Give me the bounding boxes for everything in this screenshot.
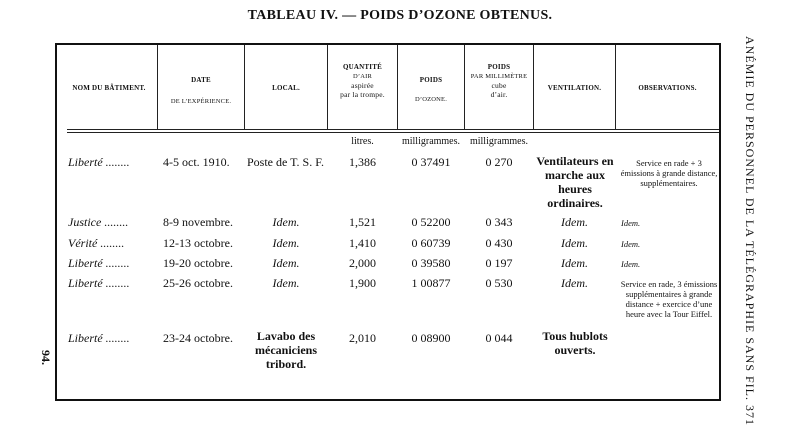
row2-ozone: 0 52200 <box>411 215 451 229</box>
header-poids-mm <box>465 63 533 99</box>
row3-mm: 0 430 <box>485 236 513 250</box>
header-poids-mm-1: POIDS <box>487 63 511 71</box>
row1-date: 4-5 oct. 1910. <box>163 155 230 169</box>
row6-mm: 0 044 <box>485 331 513 345</box>
row3-date: 12-13 octobre. <box>163 236 233 250</box>
row4-batiment: Liberté ........ <box>68 256 130 270</box>
header-poids-ozone-2: D’OZONE. <box>414 96 448 103</box>
row5-observations: Service en rade, 3 émissions supplémentaires à grande distance + exercice d’une heure avec la Tour Eiffel. <box>620 279 718 319</box>
unit-quantite: litres. <box>351 136 374 147</box>
row2-date: 8-9 novembre. <box>163 215 233 229</box>
header-date-label: DATE <box>191 76 211 84</box>
row4-ventilation: Idem. <box>561 256 588 270</box>
row5-quantite: 1,900 <box>349 276 376 290</box>
row1-observations: Service en rade + 3 émissions à grande distance, supplémentaires. <box>620 158 718 188</box>
header-ventilation: VENTILATION. <box>547 84 602 92</box>
row3-observations: Idem. <box>621 239 641 249</box>
table-title: TABLEAU IV. — POIDS D’OZONE OBTENUS. <box>247 8 553 23</box>
row6-ventilation: Tous hublots ouverts. <box>542 329 608 357</box>
unit-poids-mm: milligrammes. <box>469 136 529 147</box>
header-poids-mm-4: d’air. <box>490 90 508 99</box>
header-quantite <box>328 63 397 99</box>
row6-date: 23-24 octobre. <box>163 331 233 345</box>
row6-local: Lavabo des mécaniciens tribord. <box>255 329 317 371</box>
header-local: LOCAL. <box>272 84 300 92</box>
header-quantite-4: par la trompe. <box>340 90 385 99</box>
row1-quantite: 1,386 <box>349 155 376 169</box>
header-poids-mm-3: cube <box>491 81 507 90</box>
row3-local: Idem. <box>272 236 300 250</box>
header-poids-mm-2: PAR MILLIMÈTRE <box>470 73 528 80</box>
row4-ozone: 0 39580 <box>411 256 451 270</box>
row6-batiment: Liberté ........ <box>68 331 130 345</box>
header-quantite-1: QUANTITÉ <box>343 63 382 71</box>
row2-ventilation: Idem. <box>561 215 588 229</box>
row1-local: Poste de T. S. F. <box>247 155 324 169</box>
header-poids-ozone <box>398 76 464 104</box>
row5-ozone: 1 00877 <box>411 276 451 290</box>
row5-local: Idem. <box>272 276 300 290</box>
row4-observations: Idem. <box>621 259 641 269</box>
row4-date: 19-20 octobre. <box>163 256 233 270</box>
row2-mm: 0 343 <box>485 215 513 229</box>
row2-quantite: 1,521 <box>349 215 376 229</box>
header-quantite-3: aspirée <box>351 81 374 90</box>
row4-quantite: 2,000 <box>349 256 376 270</box>
running-head: ANÉMIE DU PERSONNEL DE LA TÉLÉGRAPHIE SANS FIL. 371 <box>743 36 757 426</box>
row5-date: 25-26 octobre. <box>163 276 233 290</box>
header-observations: OBSERVATIONS. <box>638 84 697 92</box>
row3-quantite: 1,410 <box>349 236 376 250</box>
row5-mm: 0 530 <box>485 276 513 290</box>
row4-mm: 0 197 <box>485 256 513 270</box>
row2-batiment: Justice ........ <box>68 215 129 229</box>
header-batiment: NOM DU BÂTIMENT. <box>72 84 146 92</box>
header-rule <box>67 132 719 133</box>
row3-ventilation: Idem. <box>561 236 588 250</box>
row6-ozone: 0 08900 <box>411 331 451 345</box>
row1-mm: 0 270 <box>485 155 513 169</box>
row5-ventilation: Idem. <box>561 276 588 290</box>
row2-observations: Idem. <box>621 218 641 228</box>
row2-local: Idem. <box>272 215 300 229</box>
row1-batiment: Liberté ........ <box>68 155 130 169</box>
unit-poids-ozone: milligrammes. <box>401 136 461 147</box>
header-date-sub: DE L’EXPÉRIENCE. <box>170 98 232 105</box>
row1-ventilation: Ventilateurs en marche aux heures ordinaires. <box>536 154 614 210</box>
row4-local: Idem. <box>272 256 300 270</box>
row5-batiment: Liberté ........ <box>68 276 130 290</box>
header-quantite-2: D’AIR <box>352 73 373 80</box>
header-rule <box>67 129 719 130</box>
page-number: 94. <box>39 350 53 365</box>
row3-batiment: Vérité ........ <box>68 236 125 250</box>
row6-quantite: 2,010 <box>349 331 376 345</box>
header-poids-ozone-1: POIDS <box>419 76 443 84</box>
row3-ozone: 0 60739 <box>411 236 451 250</box>
row1-ozone: 0 37491 <box>411 155 451 169</box>
header-date <box>158 76 244 106</box>
